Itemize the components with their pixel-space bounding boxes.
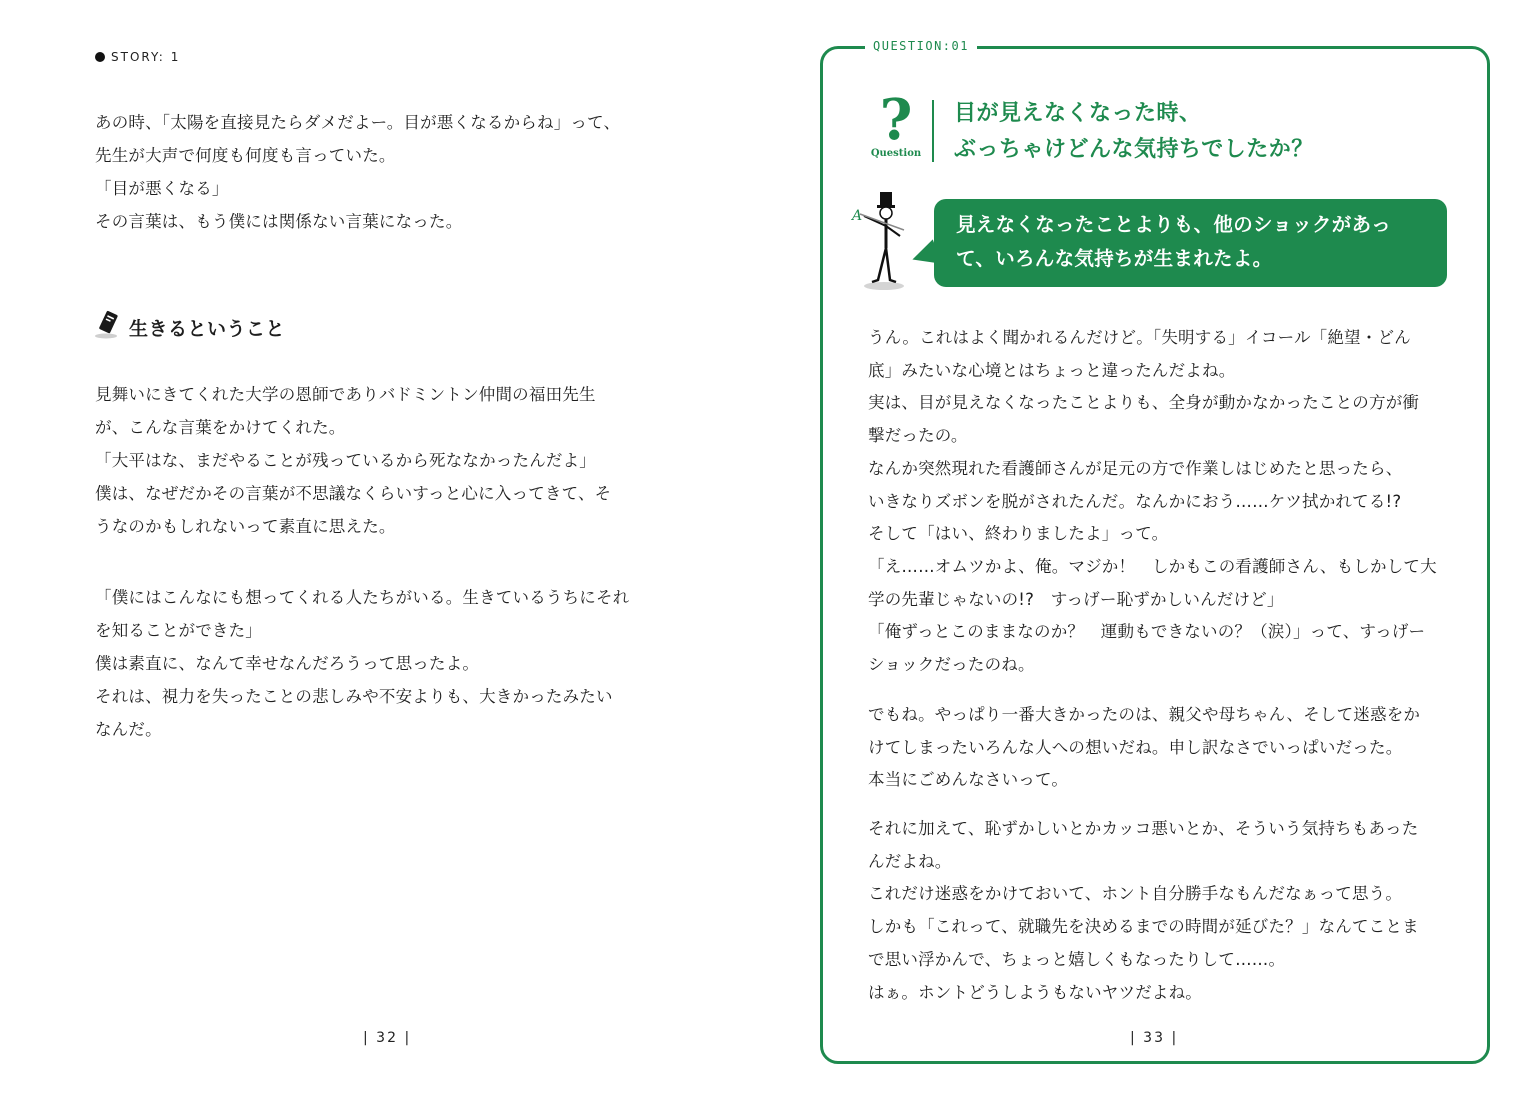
- text-line: 「僕にはこんなにも想ってくれる人たちがいる。生きているうちにそれ: [95, 588, 630, 607]
- text-line: んだよね。: [868, 851, 952, 871]
- text-line: 学の先輩じゃないの!? すっげー恥ずかしいんだけど」: [868, 589, 1284, 609]
- left-paragraph-2: [95, 378, 675, 543]
- page-number-divider: |: [1130, 1030, 1137, 1046]
- text-line: 「大平はな、まだやることが残っているから死ななかったんだよ」: [95, 451, 596, 470]
- page-number-right: [1130, 1030, 1178, 1046]
- text-line: 見舞いにきてくれた大学の恩師でありバドミントン仲間の福田先生: [95, 385, 596, 404]
- right-paragraph-2: [868, 699, 1448, 797]
- text-line: 実は、目が見えなくなったことよりも、全身が動かなかったことの方が衝: [868, 393, 1420, 413]
- text-line: ショックだったのね。: [868, 655, 1035, 675]
- text-line: 「俺ずっとこのままなのか？ 運動もできないの？（涙）」って、すっげー: [868, 622, 1426, 642]
- story-label-text: STORY:: [111, 50, 165, 64]
- answer-letter: A: [852, 208, 863, 224]
- left-paragraph-3: [95, 581, 675, 746]
- text-line: 先生が大声で何度も何度も言っていた。: [95, 146, 396, 165]
- text-line: 「え……オムツかよ、俺。マジか！ しかもこの看護師さん、もしかして大: [868, 556, 1437, 576]
- bullet-dot-icon: [95, 52, 105, 62]
- section-heading-text: 生きるということ: [129, 317, 286, 340]
- page-number-value: 32: [376, 1030, 398, 1046]
- right-paragraph-3: [868, 813, 1448, 1009]
- text-line: 僕は、なぜだかその言葉が不思議なくらいすっと心に入ってきて、そ: [95, 484, 612, 503]
- left-paragraph-1: [95, 106, 675, 238]
- text-line: そして「はい、終わりましたよ」って。: [868, 524, 1169, 544]
- text-line: それに加えて、恥ずかしいとかカッコ悪いとか、そういう気持ちもあった: [868, 819, 1419, 838]
- page-number-divider: |: [1171, 1030, 1179, 1046]
- answer-line: て、いろんな気持ちが生まれたよ。: [956, 247, 1273, 270]
- story-number: 1: [170, 50, 181, 64]
- text-line: を知ることができた」: [95, 621, 262, 640]
- text-line: 撃だったの。: [868, 426, 968, 446]
- text-line: しかも「これって、就職先を決めるまでの時間が延びた？」なんてことま: [868, 917, 1419, 937]
- question-mark-icon: ?: [879, 87, 913, 153]
- top-hat-figure-icon: [850, 186, 910, 296]
- text-line: 本当にごめんなさいって。: [868, 770, 1069, 790]
- page-number-divider: |: [404, 1030, 412, 1046]
- text-line: はぁ。ホントどうしようもないヤツだよね。: [868, 982, 1202, 1002]
- question-title: [954, 96, 1314, 168]
- text-line: 僕は素直に、なんて幸せなんだろうって思ったよ。: [95, 654, 480, 673]
- text-line: 底」みたいな心境とはちょっと違ったんだよね。: [868, 360, 1236, 380]
- text-line: 「目が悪くなる」: [95, 179, 229, 198]
- text-line: で思い浮かんで、ちょっと嬉しくもなったりして……。: [868, 949, 1286, 969]
- answer-bubble: [934, 199, 1447, 287]
- question-mark: [866, 87, 926, 159]
- text-line: うん。これはよく聞かれるんだけど。「失明する」イコール「絶望・どん: [868, 328, 1411, 347]
- right-paragraph-1: [868, 322, 1448, 682]
- story-label: [95, 50, 180, 64]
- text-line: けてしまったいろんな人への想いだね。申し訳なさでいっぱいだった。: [868, 737, 1403, 757]
- text-line: それは、視力を失ったことの悲しみや不安よりも、大きかったみたい: [95, 687, 613, 706]
- page-number-value: 33: [1143, 1030, 1165, 1046]
- text-line: が、こんな言葉をかけてくれた。: [95, 418, 346, 437]
- answer-line: 見えなくなったことよりも、他のショックがあっ: [956, 213, 1392, 236]
- question-title-line: ぶっちゃけどんな気持ちでしたか？: [954, 137, 1314, 162]
- page-number-left: [363, 1030, 411, 1046]
- character-illustration: [850, 186, 910, 296]
- text-line: あの時、「太陽を直接見たらダメだよー。目が悪くなるからね」って、: [95, 113, 621, 132]
- page-number-divider: |: [363, 1030, 370, 1046]
- section-heading: [93, 310, 285, 344]
- question-label: QUESTION:01: [865, 39, 977, 53]
- text-line: でもね。やっぱり一番大きかったのは、親父や母ちゃん、そして迷惑をか: [868, 705, 1421, 724]
- text-line: うなのかもしれないって素直に思えた。: [95, 517, 396, 536]
- question-word: Question: [870, 148, 922, 159]
- question-divider: [932, 100, 934, 162]
- text-line: いきなりズボンを脱がされたんだ。なんかにおう……ケツ拭かれてる!?: [868, 491, 1402, 511]
- pen-card-icon: [93, 310, 123, 344]
- text-line: なんだ。: [95, 720, 162, 739]
- text-line: これだけ迷惑をかけておいて、ホント自分勝手なもんだなぁって思う。: [868, 884, 1403, 904]
- text-line: なんか突然現れた看護師さんが足元の方で作業しはじめたと思ったら、: [868, 458, 1403, 478]
- text-line: その言葉は、もう僕には関係ない言葉になった。: [95, 212, 463, 231]
- question-title-line: 目が見えなくなった時、: [954, 101, 1202, 126]
- right-page: [768, 0, 1536, 1111]
